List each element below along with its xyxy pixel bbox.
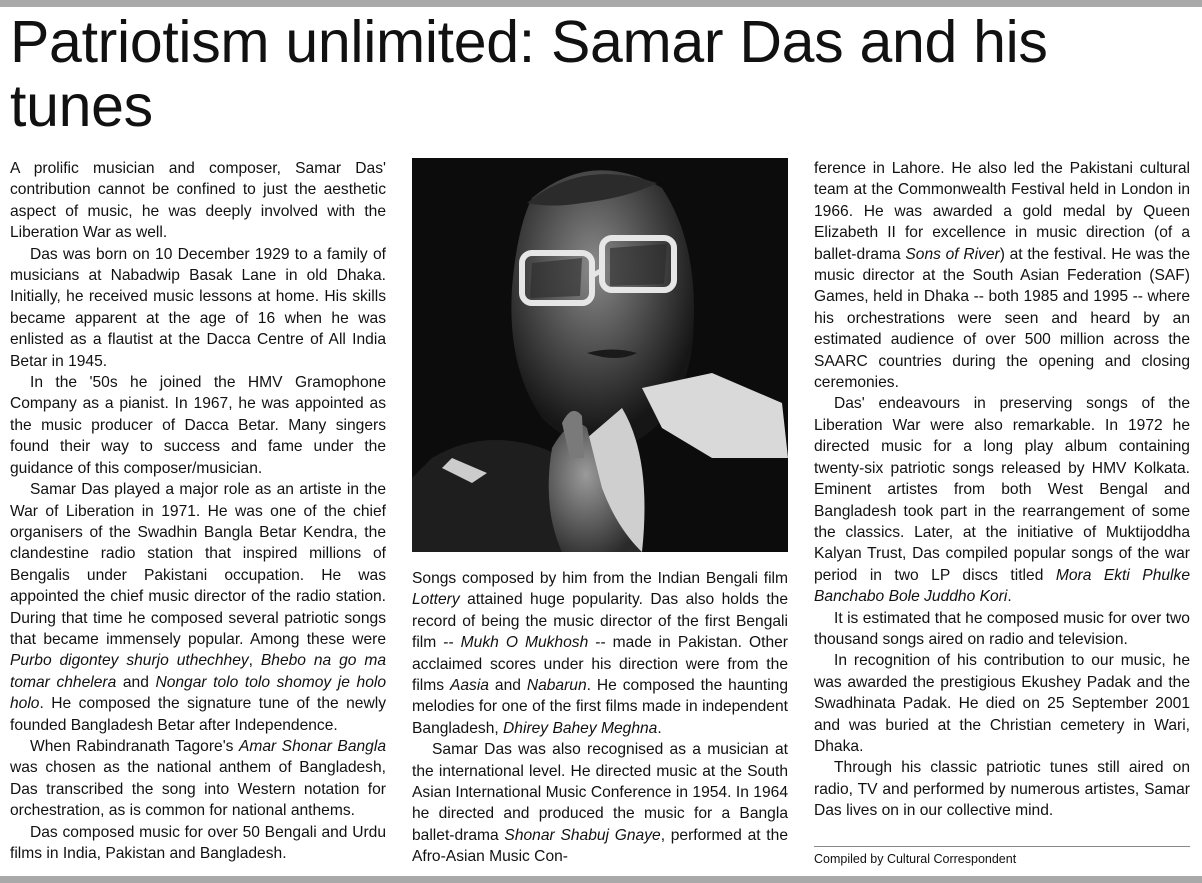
- song-title: Nongar tolo tolo shomoy je holo holo: [10, 673, 387, 713]
- top-rule: [0, 0, 1202, 7]
- article-column-2: [412, 568, 788, 868]
- ballet-title: Shonar Shabuj Gnaye: [504, 826, 661, 844]
- portrait-photo: [412, 158, 788, 552]
- paragraph: Das composed music for over 50 Bengali and Urdu films in India, Pakistan and Bangladesh.: [10, 823, 386, 862]
- text-run: -- made in Pakistan. Other acclaimed scores under his direction were from the films: [412, 634, 788, 695]
- paragraph: In recognition of his contribution to our music, he was awarded the prestigious Ekushey Padak and the Swadhinata Padak. He died on 25 September 2001 and was buried at the Christian cemetery in Wari, Dhaka.: [814, 652, 1190, 755]
- paragraph: [412, 739, 788, 867]
- byline-credit: Compiled by Cultural Correspondent: [814, 852, 1017, 866]
- ballet-title: Sons of River: [905, 245, 1000, 263]
- paragraph: It is estimated that he composed music for over two thousand songs aired on radio and television.: [814, 609, 1190, 648]
- bottom-rule: [0, 876, 1202, 883]
- text-run: was chosen as the national anthem of Bangladesh, Das transcribed the song into Western notation for orchestration, as is common for national anthems.: [10, 759, 386, 820]
- film-title: Mukh O Mukhosh: [460, 634, 589, 652]
- text-run: and: [116, 673, 156, 691]
- text-run: When Rabindranath Tagore's: [30, 737, 239, 755]
- text-run: and: [488, 677, 527, 695]
- film-title: Aasia: [449, 677, 489, 695]
- text-run: , performed at the Afro-Asian Music Con-: [412, 826, 788, 866]
- paragraph: [412, 568, 788, 739]
- song-title: Amar Shonar Bangla: [238, 737, 386, 755]
- film-title: Nabarun: [526, 677, 587, 695]
- text-run: ) at the festival. He was the music director at the South Asian Federation (SAF) Games, held in Dhaka -- both 1985 and 1995 -- where his orchestrations were seen and heard by an estimated audience of over 500 million across the SAARC countries during the opening and closing ceremonies.: [814, 245, 1190, 392]
- paragraph: Das was born on 10 December 1929 to a family of musicians at Nabadwip Basak Lane in old Dhaka. Initially, he received music lessons at home. His skills became apparent at the age of 16 when he was enlisted as a flautist at the Dacca Centre of All India Betar in 1945.: [10, 245, 386, 370]
- text-run: Das' endeavours in preserving songs of the Liberation War were also remarkable. In 1972 he directed music for a long play album containing twenty-six patriotic songs released by HMV Kolkata. Eminent artistes from both West Bengal and Bangladesh took part in the rearrangement of some the classics. Later, at the initiative of Muktijoddha Kalyan Trust, Das compiled popular songs of the war period in two LP discs titled: [814, 395, 1190, 584]
- text-run: attained huge popularity. Das also holds the record of being the music director of the first Bengali film --: [412, 591, 788, 652]
- text-run: . He composed the signature tune of the newly founded Bangladesh Betar after Independence.: [10, 695, 386, 734]
- credit-divider: [814, 846, 1190, 847]
- headline: Patriotism unlimited: Samar Das and his tunes: [10, 9, 1048, 139]
- paragraph: Through his classic patriotic tunes still aired on radio, TV and performed by numerous artistes, Samar Das lives on in our collective mind.: [814, 759, 1190, 820]
- text-run: ference in Lahore. He also led the Pakistani cultural team at the Commonwealth Festival held in London in 1966. He was awarded a gold medal by Queen Elizabeth II for excellence in music direction (of a ballet-drama: [814, 160, 1190, 263]
- text-run: .: [1007, 588, 1012, 606]
- album-title: Mora Ekti Phulke Banchabo Bole Juddho Kori: [814, 566, 1190, 606]
- paragraph: [814, 393, 1190, 607]
- text-run: ,: [248, 652, 261, 670]
- paragraph: [10, 736, 386, 822]
- paragraph: [814, 158, 1190, 393]
- text-run: Songs composed by him from the Indian Bengali film: [412, 570, 788, 587]
- text-run: .: [657, 719, 662, 737]
- paragraph: A prolific musician and composer, Samar Das' contribution cannot be confined to just the aesthetic aspect of music, he was deeply involved with the Liberation War as well.: [10, 160, 386, 242]
- song-title: Bhebo na go ma tomar chhelera: [10, 652, 386, 691]
- article-column-3: [814, 158, 1190, 822]
- text-run: . He composed the haunting melodies for one of the first films made in independent Bangladesh,: [412, 677, 789, 737]
- film-title: Dhirey Bahey Meghna: [503, 719, 658, 737]
- article-column-1: [10, 158, 386, 864]
- paragraph: In the '50s he joined the HMV Gramophone Company as a pianist. In 1967, he was appointed as the music producer of Dacca Betar. Many singers found their way to success and fame under the guidance of this composer/musician.: [10, 374, 386, 477]
- paragraph: [10, 479, 386, 736]
- film-title: Lottery: [412, 591, 460, 609]
- text-run: Samar Das was also recognised as a musician at the international level. He directed music at the South Asian International Music Conference in 1954. In 1964 he directed and produced the music for a Bangla ballet-drama: [412, 741, 788, 844]
- text-run: Samar Das played a major role as an artiste in the War of Liberation in 1971. He was one of the chief organisers of the Swadhin Bangla Betar Kendra, the clandestine radio station that inspired millions of Bengalis under Pakistani occupation. He was appointed the chief music director of the radio station. During that time he composed several patriotic songs that became immensely popular. Among these were: [10, 481, 386, 648]
- song-title: Purbo digontey shurjo uthechhey: [10, 652, 249, 670]
- portrait-illustration: [412, 158, 788, 552]
